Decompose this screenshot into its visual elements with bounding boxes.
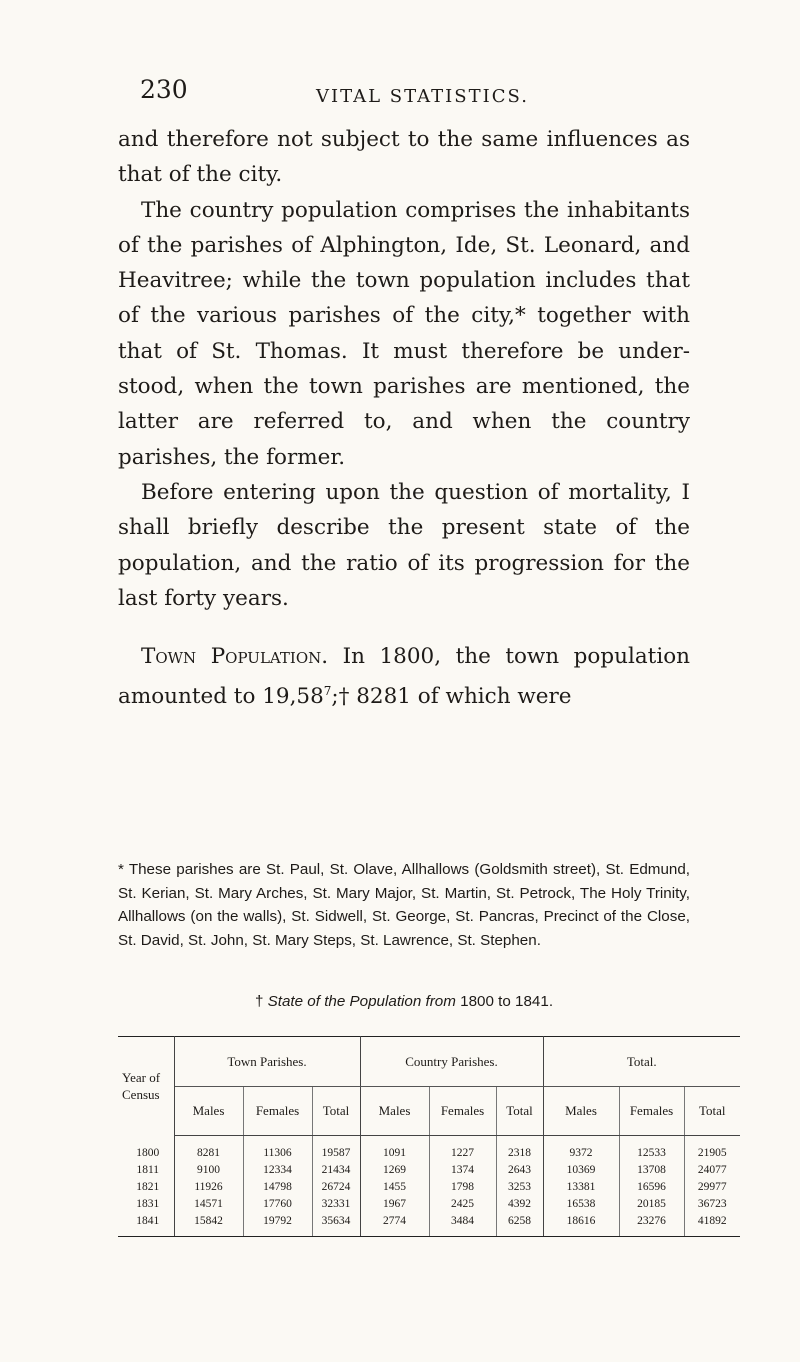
cell-year: 1841: [118, 1213, 174, 1237]
paragraph-4-text-b: ;† 8281 of which were: [331, 684, 572, 710]
cell: 20185: [619, 1196, 684, 1213]
group-header-country: Country Parishes.: [360, 1037, 543, 1087]
cell: 1091: [360, 1136, 429, 1163]
cell: 23276: [619, 1213, 684, 1237]
cell: 9100: [174, 1162, 243, 1179]
cell: 36723: [697, 1198, 727, 1210]
table-row: [118, 1196, 740, 1213]
col-header: Males: [174, 1087, 243, 1136]
col-header: Total: [312, 1087, 360, 1136]
cell: 2643: [496, 1162, 543, 1179]
table-caption-range: 1800 to 1841.: [460, 993, 554, 1010]
col-header: Females: [429, 1087, 496, 1136]
cell: 26724: [312, 1179, 360, 1196]
cell: 11926: [174, 1179, 243, 1196]
cell: 35634: [312, 1213, 360, 1237]
table-row: [118, 1213, 740, 1237]
cell: 1455: [360, 1179, 429, 1196]
cell: 8281: [174, 1136, 243, 1163]
cell-year: 1821: [118, 1179, 174, 1196]
year-header: Year of Census: [118, 1037, 174, 1136]
cell: 3253: [496, 1179, 543, 1196]
cell: 21434: [312, 1162, 360, 1179]
page-number: 230: [140, 75, 188, 104]
table-caption-title: State of the Population from: [267, 993, 456, 1010]
col-header: Total: [496, 1087, 543, 1136]
col-header: Males: [543, 1087, 619, 1136]
paragraph-1: and therefore not subject to the same influences as that of the city.: [118, 127, 690, 188]
cell: 13381: [543, 1179, 619, 1196]
cell: 19792: [243, 1213, 312, 1237]
cell: 19587: [312, 1136, 360, 1163]
cell: 29977: [697, 1181, 727, 1193]
group-header-town: Town Parishes.: [174, 1037, 360, 1087]
body-text: [118, 122, 690, 715]
paragraph-2: The country population comprises the inhabitants of the parishes of Alphington, Ide, St. Leonard, and Heavitree; while the town population includes that of the various parishes of the city,* together with that of St. Thomas. It must therefore be understood, when the town parishes are mentioned, the latter are referred to, and when the country parishes, the former.: [118, 197, 690, 470]
paragraph-4-superscript: 7: [323, 684, 332, 699]
section-heading: Town Population.: [141, 644, 329, 670]
cell: 12334: [243, 1162, 312, 1179]
col-header: Total: [684, 1087, 740, 1136]
footnote-parishes: * These parishes are St. Paul, St. Olave, Allhallows (Goldsmith street), St. Edmund, St. Kerian, St. Mary Arches, St. Mary Major, St. Martin, St. Petrock, The Holy Trinity, Allhallows (on the walls), St. Sidwell, St. George, St. Pancras, Precinct of the Close, St. David, St. John, St. Mary Steps, St. Lawrence, St. Stephen.: [118, 861, 690, 949]
cell: 10369: [543, 1162, 619, 1179]
cell: 18616: [543, 1213, 619, 1237]
cell: 1227: [429, 1136, 496, 1163]
cell: 14571: [174, 1196, 243, 1213]
cell-year: 1800: [118, 1136, 174, 1163]
table-row: [118, 1162, 740, 1179]
cell: 13708: [619, 1162, 684, 1179]
cell: 41892: [684, 1213, 740, 1237]
cell: 4392: [496, 1196, 543, 1213]
cell: 9372: [543, 1136, 619, 1163]
table-row: [118, 1136, 740, 1163]
col-header: Females: [243, 1087, 312, 1136]
col-header: Females: [619, 1087, 684, 1136]
table-caption: [118, 993, 690, 1010]
group-header-total: Total.: [543, 1037, 740, 1087]
running-head: VITAL STATISTICS.: [316, 86, 529, 107]
cell: 32331: [312, 1196, 360, 1213]
cell: 2318: [496, 1136, 543, 1163]
paragraph-4: [118, 639, 690, 715]
cell: 2425: [429, 1196, 496, 1213]
cell: 21905: [697, 1147, 727, 1159]
cell: 17760: [243, 1196, 312, 1213]
cell: 3484: [429, 1213, 496, 1237]
cell: 16538: [543, 1196, 619, 1213]
cell: 14798: [243, 1179, 312, 1196]
population-table: [118, 1036, 740, 1237]
cell: 1269: [360, 1162, 429, 1179]
cell-year: 1811: [118, 1162, 174, 1179]
cell: 11306: [243, 1136, 312, 1163]
cell-year: 1831: [118, 1196, 174, 1213]
cell: 6258: [496, 1213, 543, 1237]
cell: 1374: [429, 1162, 496, 1179]
cell: 1798: [429, 1179, 496, 1196]
paragraph-3: Before entering upon the question of mortality, I shall briefly describe the present state of the population, and the ratio of its progression for the last forty years.: [118, 479, 690, 611]
table-row: [118, 1179, 740, 1196]
paragraph-4-text-a: In 1800, the town population amounted to 19,58: [118, 644, 690, 710]
cell: 16596: [619, 1179, 684, 1196]
cell: 12533: [619, 1136, 684, 1163]
cell: 2774: [360, 1213, 429, 1237]
cell: 24077: [697, 1164, 727, 1176]
table-caption-dagger: †: [254, 993, 264, 1010]
cell: 15842: [174, 1213, 243, 1237]
col-header: Males: [360, 1087, 429, 1136]
cell: 1967: [360, 1196, 429, 1213]
